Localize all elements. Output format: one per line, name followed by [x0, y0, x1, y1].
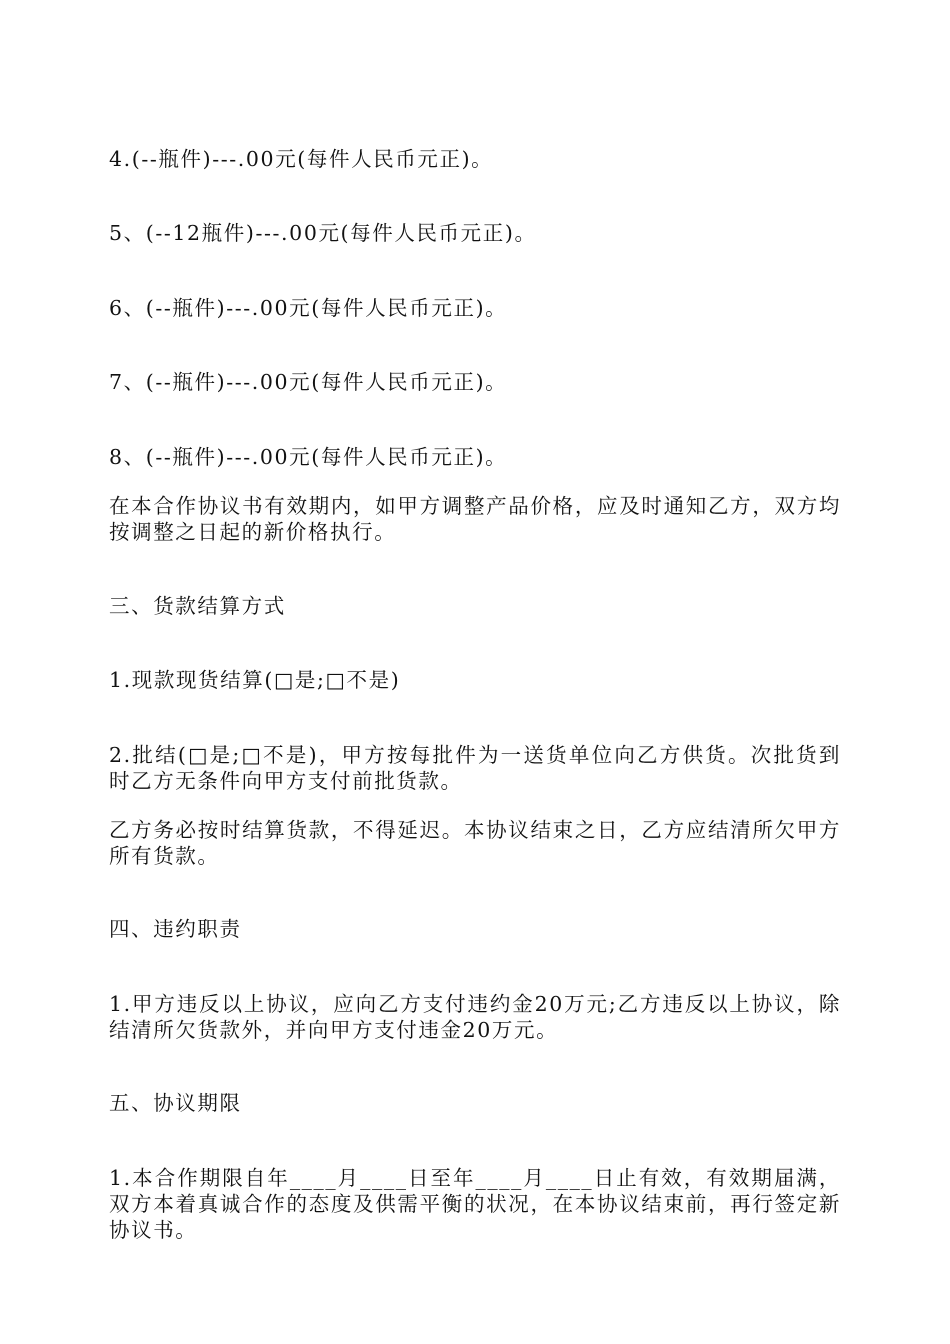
section-heading-payment: 三、货款结算方式	[109, 594, 286, 618]
price-item-8: 8、(--瓶件)---.00元(每件人民币元正)。	[109, 445, 508, 469]
term-clause-1: 1.本合作期限自年____月____日至年____月____日止有效，有效期届满，双方本着真诚合作的态度及供需平衡的状况，在本协议结束前，再行签定新协议书。	[109, 1166, 841, 1242]
payment-clause-2: 2.批结(□是;□不是)，甲方按每批件为一送货单位向乙方供货。次批货到时乙方无条件向甲方支付前批货款。	[109, 743, 841, 793]
breach-clause-1: 1.甲方违反以上协议，应向乙方支付违约金20万元;乙方违反以上协议，除结清所欠货款外，并向甲方支付违金20万元。	[109, 992, 841, 1042]
section-heading-term: 五、协议期限	[109, 1091, 242, 1115]
price-item-5: 5、(--12瓶件)---.00元(每件人民币元正)。	[109, 221, 537, 245]
payment-obligation-paragraph: 乙方务必按时结算货款，不得延迟。本协议结束之日，乙方应结清所欠甲方所有货款。	[109, 818, 841, 868]
price-item-4: 4.(--瓶件)---.00元(每件人民币元正)。	[109, 147, 494, 171]
price-adjustment-paragraph: 在本合作协议书有效期内，如甲方调整产品价格，应及时通知乙方，双方均按调整之日起的新价格执行。	[109, 494, 841, 544]
section-heading-breach: 四、违约职责	[109, 917, 242, 941]
payment-clause-1: 1.现款现货结算(□是;□不是)	[109, 668, 401, 692]
price-item-7: 7、(--瓶件)---.00元(每件人民币元正)。	[109, 370, 508, 394]
price-item-6: 6、(--瓶件)---.00元(每件人民币元正)。	[109, 296, 508, 320]
